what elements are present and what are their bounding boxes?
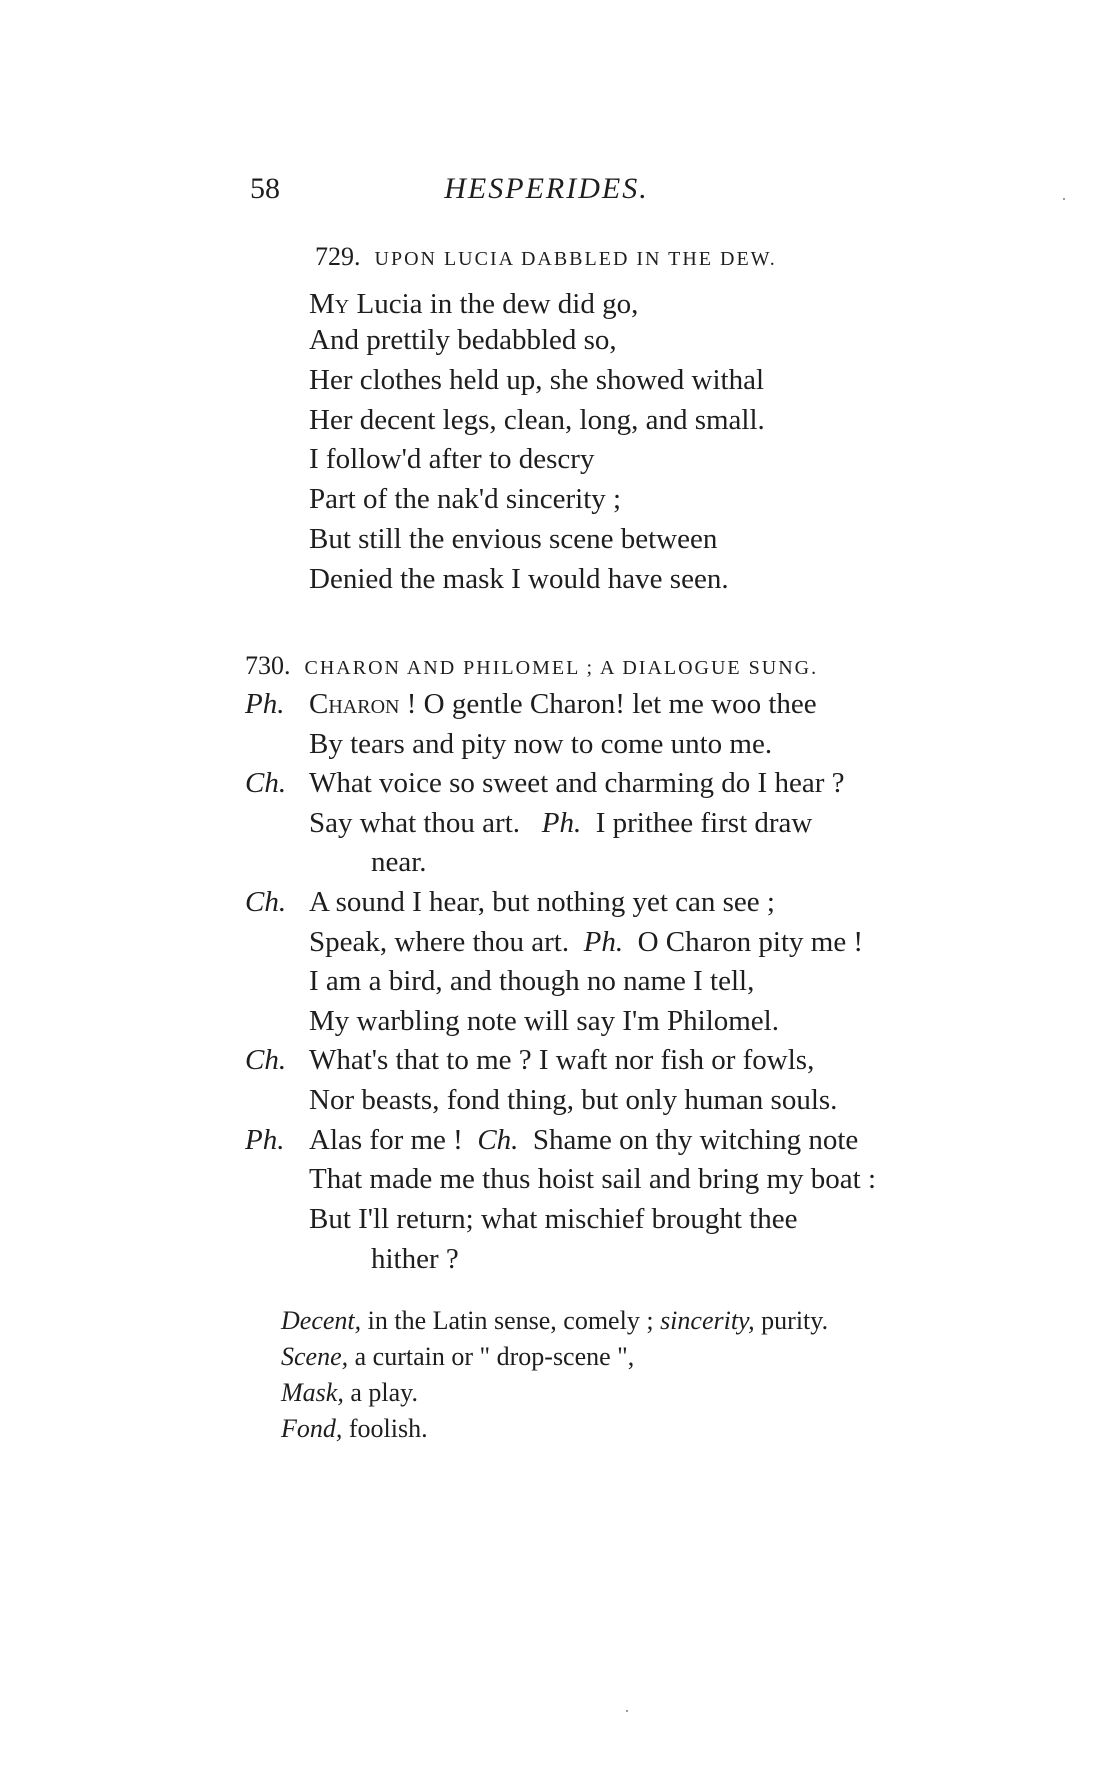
poem-729-line-7: But still the envious scene between <box>309 523 718 555</box>
poem-729-number: 729. <box>315 242 361 271</box>
poem-730-line-14: But I'll return; what mischief brought thee <box>309 1203 798 1235</box>
running-title: HESPERIDES. <box>444 172 649 205</box>
poem-730-line-6: A sound I hear, but nothing yet can see ; <box>309 886 775 918</box>
note-decent: Decent, in the Latin sense, comely ; sincerity, purity. <box>281 1306 829 1335</box>
speaker-label: Ph. <box>245 1124 285 1156</box>
note-fond: Fond, foolish. <box>281 1414 428 1443</box>
speaker-label: Ph. <box>245 688 285 720</box>
first-word: My <box>309 288 350 320</box>
poem-730-title: CHARON AND PHILOMEL ; A DIALOGUE SUNG. <box>304 657 819 679</box>
poem-730-line-11: Nor beasts, fond thing, but only human souls. <box>309 1084 838 1116</box>
poem-730-line-9: My warbling note will say I'm Philomel. <box>309 1005 779 1037</box>
poem-729-line-1: My Lucia in the dew did go, <box>309 288 639 320</box>
scan-speck <box>626 1710 628 1712</box>
poem-730-number: 730. <box>245 651 291 680</box>
speaker-label: Ph. <box>583 926 624 958</box>
speaker-label: Ch. <box>245 1044 287 1076</box>
poem-730-heading <box>245 651 963 681</box>
poem-729-line-6: Part of the nak'd sincerity ; <box>309 483 622 515</box>
poem-730-line-3: What voice so sweet and charming do I hear ? <box>309 767 845 799</box>
poem-730-line-12: Alas for me ! Ch. Shame on thy witching note <box>309 1124 859 1156</box>
speaker-label: Ch. <box>245 886 287 918</box>
note-scene: Scene, a curtain or " drop-scene ", <box>281 1342 635 1371</box>
poem-730-line-5: near. <box>371 846 427 878</box>
poem-730-line-4: Say what thou art. Ph. I prithee first draw <box>309 807 813 839</box>
scan-speck <box>1063 198 1065 200</box>
poem-729-line-4: Her decent legs, clean, long, and small. <box>309 404 765 436</box>
poem-730-line-13: That made me thus hoist sail and bring my boat : <box>309 1163 877 1195</box>
poem-730-line-2: By tears and pity now to come unto me. <box>309 728 773 760</box>
poem-729-title: UPON LUCIA DABBLED IN THE DEW. <box>374 248 777 270</box>
poem-730-line-10: What's that to me ? I waft nor fish or fowls, <box>309 1044 815 1076</box>
speaker-label: Ch. <box>477 1124 519 1156</box>
poem-730-line-15: hither ? <box>371 1243 459 1275</box>
poem-729-heading <box>315 242 777 272</box>
note-mask: Mask, a play. <box>281 1378 418 1407</box>
poem-730-line-1: Charon ! O gentle Charon! let me woo thee <box>309 688 817 720</box>
poem-730-line-7: Speak, where thou art. Ph. O Charon pity me ! <box>309 926 864 958</box>
speaker-label: Ch. <box>245 767 287 799</box>
poem-729-line-2: And prettily bedabbled so, <box>309 324 617 356</box>
poem-729-line-8: Denied the mask I would have seen. <box>309 563 729 595</box>
page-number: 58 <box>250 172 280 205</box>
speaker-label: Ph. <box>541 807 582 839</box>
poem-729-line-3: Her clothes held up, she showed withal <box>309 364 765 396</box>
poem-730-line-8: I am a bird, and though no name I tell, <box>309 965 755 997</box>
poem-729-line-5: I follow'd after to descry <box>309 443 595 475</box>
